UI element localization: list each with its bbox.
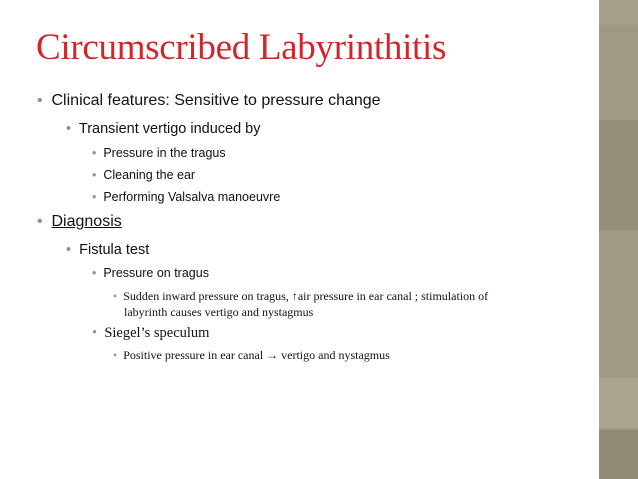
bullet-text: labyrinth causes vertigo and nystagmus bbox=[124, 305, 314, 319]
bullet-continuation bbox=[124, 305, 313, 320]
slide-title: Circumscribed Labyrinthitis bbox=[36, 27, 447, 68]
bullet-dot-icon: • bbox=[92, 190, 97, 204]
bullet-item bbox=[113, 348, 390, 363]
bullet-dot-icon: • bbox=[37, 92, 43, 109]
bullet-text: Sudden inward pressure on tragus, ↑air pressure in ear canal ; stimulation of bbox=[123, 289, 489, 303]
bullet-dot-icon: • bbox=[92, 168, 97, 182]
sidebar-tile bbox=[599, 378, 638, 428]
bullet-dot-icon: • bbox=[66, 242, 72, 258]
bullet-text: Transient vertigo induced by bbox=[78, 121, 261, 137]
bullet-text: Pressure on tragus bbox=[103, 266, 209, 280]
bullet-item bbox=[92, 190, 280, 204]
bullet-dot-icon: • bbox=[113, 348, 118, 362]
bullet-dot-icon: • bbox=[37, 213, 43, 230]
bullet-item bbox=[92, 266, 209, 280]
bullet-item bbox=[66, 121, 261, 137]
decorative-sidebar bbox=[599, 0, 638, 479]
sidebar-tile bbox=[599, 120, 638, 230]
bullet-item bbox=[92, 168, 195, 182]
bullet-item bbox=[92, 146, 226, 160]
sidebar-tile bbox=[599, 430, 638, 479]
sidebar-tile bbox=[599, 0, 638, 25]
bullet-text: Clinical features: Sensitive to pressure change bbox=[51, 92, 381, 109]
bullet-dot-icon: • bbox=[92, 146, 97, 160]
bullet-text: Performing Valsalva manoeuvre bbox=[103, 190, 281, 204]
bullet-item bbox=[113, 289, 488, 304]
bullet-text: Fistula test bbox=[79, 242, 150, 258]
bullet-text: Pressure in the tragus bbox=[103, 146, 226, 160]
diagnosis-link[interactable]: Diagnosis bbox=[51, 213, 122, 230]
bullet-item bbox=[66, 242, 149, 258]
bullet-dot-icon: • bbox=[113, 289, 118, 303]
bullet-item bbox=[92, 325, 209, 342]
bullet-text: Siegel’s speculum bbox=[104, 325, 210, 341]
bullet-text: Cleaning the ear bbox=[103, 168, 196, 182]
bullet-dot-icon: • bbox=[66, 121, 72, 137]
bullet-dot-icon: • bbox=[92, 266, 97, 280]
bullet-item bbox=[37, 92, 381, 110]
bullet-dot-icon: • bbox=[92, 325, 98, 341]
bullet-text: Positive pressure in ear canal → vertigo and nystagmus bbox=[123, 348, 390, 362]
bullet-item bbox=[37, 213, 122, 231]
